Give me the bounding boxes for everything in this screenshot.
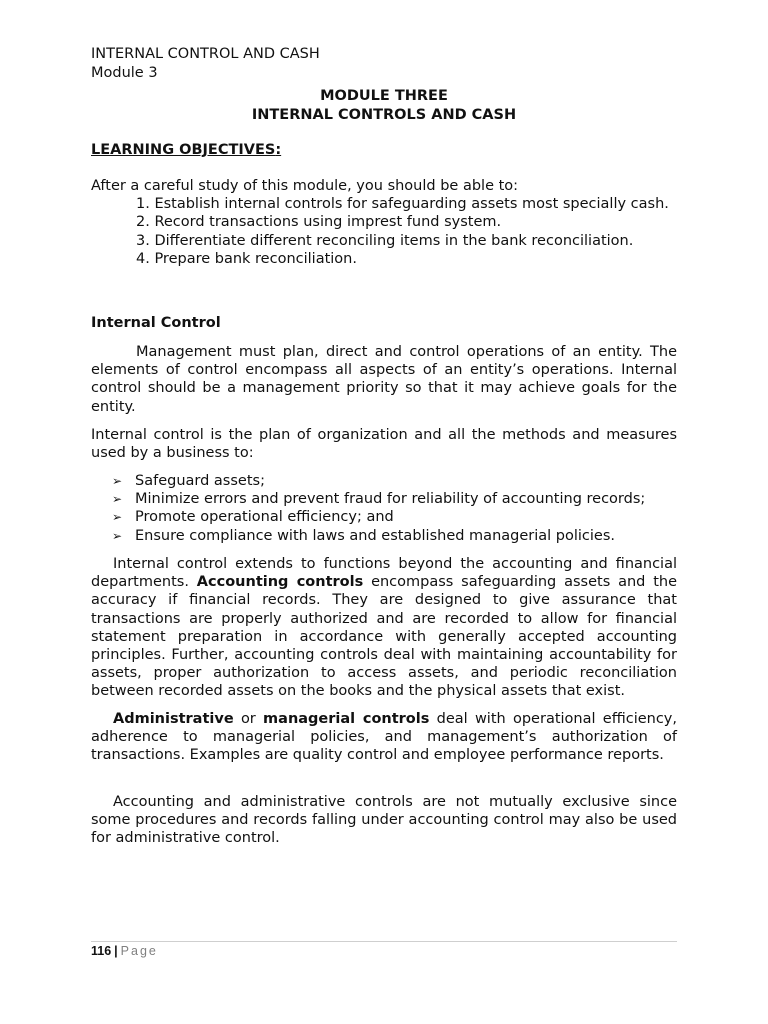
bullet-item [91, 508, 677, 526]
bullet-item [91, 490, 677, 508]
running-header [91, 45, 677, 82]
bold-term-accounting-controls: Accounting controls [196, 574, 364, 591]
bullet-item [91, 527, 677, 545]
learning-objectives-heading [91, 141, 677, 159]
arrow-bullet-icon: ➢ [112, 492, 123, 507]
objective-item: 3. Differentiate different reconciling items in the bank reconciliation. [136, 232, 634, 249]
bullet-text: Safeguard assets; [135, 473, 265, 489]
purpose-bullet-list [91, 472, 677, 545]
objective-item: 2. Record transactions using imprest fund system. [136, 214, 502, 231]
section-heading: Internal Control [91, 315, 221, 331]
header-title: INTERNAL CONTROL AND CASH [91, 46, 320, 62]
heading-colon: : [275, 142, 282, 158]
text-run: encompass safeguarding assets and the accuracy if financial records. They are designed to give assurance that transactions are properly authorized and are recorded to allow for financial statement preparation in accordance with generally accepted accounting principles. Further, accounting controls deal with maintaining accountability for assets, proper authorization to access assets, and periodic reconciliation between recorded assets on the books and the physical assets that exist. [91, 574, 678, 700]
bullet-item [91, 472, 677, 490]
module-title-line2: INTERNAL CONTROLS AND CASH [251, 106, 517, 123]
bullet-text: Promote operational efficiency; and [135, 509, 394, 526]
footer-divider [91, 941, 677, 942]
paragraph-definition: Internal control is the plan of organization and all the methods and measures used by a business to: [91, 427, 677, 462]
text-run: deal with operational efficiency, adherence to managerial policies, and management’s authorization of transactions. Examples are quality control and employee performance reports. [91, 711, 677, 764]
objectives-intro: After a careful study of this module, you should be able to: [91, 178, 519, 194]
page-label: Page [120, 944, 158, 958]
bullet-text: Minimize errors and prevent fraud for reliability of accounting records; [135, 491, 646, 508]
page-footer [91, 944, 158, 958]
paragraph-administrative-controls [91, 710, 677, 765]
paragraph-accounting-controls [91, 555, 677, 701]
arrow-bullet-icon: ➢ [112, 474, 123, 488]
paragraph-management: Management must plan, direct and control operations of an entity. The elements of control encompass all aspects of an entity’s operations. Internal control should be a management priority so that it may achieve goals for the entity. [91, 344, 677, 415]
paragraph-not-exclusive: Accounting and administrative controls are not mutually exclusive since some procedures and records falling under accounting control may also be used for administrative control. [91, 794, 677, 847]
arrow-bullet-icon: ➢ [112, 528, 123, 543]
footer-separator: | [114, 944, 118, 958]
objective-item: 4. Prepare bank reconciliation. [136, 250, 357, 267]
bold-term-managerial-controls: managerial controls [263, 711, 430, 727]
module-title-line1: MODULE THREE [320, 88, 448, 104]
objective-item: 1. Establish internal controls for safeguarding assets most specially cash. [136, 196, 669, 213]
arrow-bullet-icon: ➢ [112, 510, 123, 525]
header-module: Module 3 [91, 64, 158, 81]
bullet-text: Ensure compliance with laws and established managerial policies. [135, 527, 616, 544]
page-number: 116 [91, 944, 112, 958]
module-title [91, 87, 677, 124]
text-run: or [233, 711, 264, 727]
bold-term-administrative: Administrative [113, 711, 234, 727]
text-run: Internal control extends to functions beyond the accounting and financial departments. [91, 556, 677, 591]
learning-objectives-list [91, 177, 677, 268]
learning-objectives-label: LEARNING OBJECTIVES [91, 142, 276, 158]
